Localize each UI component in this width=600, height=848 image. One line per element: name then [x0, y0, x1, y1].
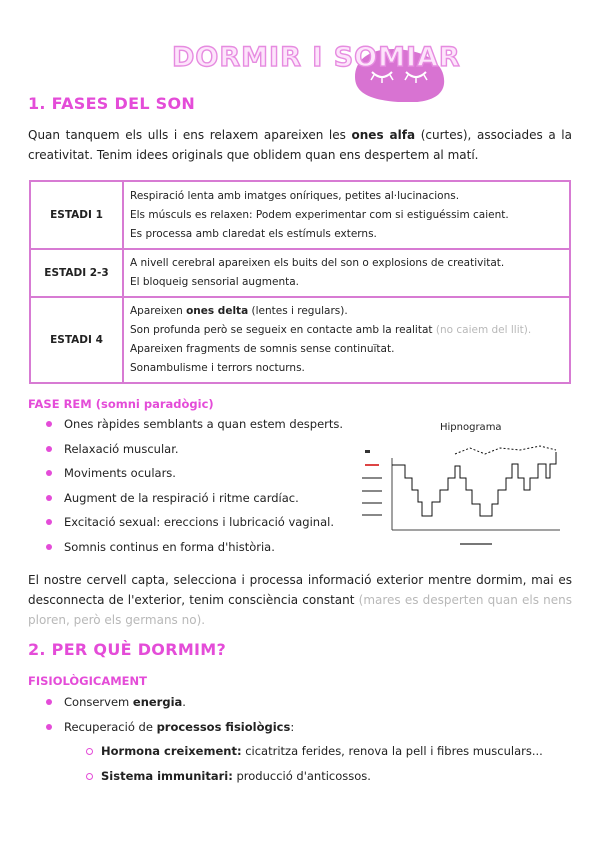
list-item-text: Moviments oculars.	[64, 466, 176, 480]
closing-text: El nostre cervell capta, selecciona i processa informació exterior mentre dormim, mai es desconnecta de l'exterior, tenim consciència constant	[28, 573, 572, 607]
list-item	[30, 537, 343, 562]
list-item-text: Ones ràpides semblants a quan estem desperts.	[64, 417, 344, 431]
stage-line: El bloqueig sensorial augmenta.	[130, 276, 299, 288]
list-item-bold: Sistema immunitari:	[101, 768, 233, 783]
sleep-stages-table	[29, 180, 571, 384]
list-item-bold: Hormona creixement:	[101, 744, 242, 758]
title-banner	[0, 32, 600, 102]
stage-line: Els músculs es relaxen: Podem experimentar com si estiguéssim caient.	[130, 208, 509, 221]
stage-description	[123, 249, 570, 297]
table-row	[30, 181, 570, 249]
list-item	[30, 766, 543, 791]
list-item-text: Conservem	[64, 695, 133, 709]
list-item	[30, 741, 543, 766]
rem-heading: FASE REM (somni paradògic)	[28, 397, 214, 411]
table-row	[30, 297, 570, 383]
list-item	[30, 717, 543, 742]
stage-line: Apareixen fragments de somnis sense continuïtat.	[130, 343, 395, 355]
physiology-list	[30, 692, 543, 790]
bullet-icon	[46, 470, 52, 476]
stage-line-text: (lentes i regulars).	[248, 305, 348, 317]
rem-list	[30, 414, 343, 561]
bullet-icon	[46, 446, 52, 452]
stage-line-note: (no caiem del llit).	[435, 324, 532, 336]
intro-text: Quan tanquem els ulls i ens relaxem apareixen les	[28, 128, 352, 142]
bullet-icon	[46, 421, 52, 427]
list-item	[30, 488, 343, 513]
closing-note: (mares es desperten quan els nens ploren, però els germans no).	[28, 593, 572, 627]
list-item-bold: energia	[132, 695, 183, 709]
hypnogram-title: Hipnograma	[440, 422, 502, 433]
bullet-icon	[46, 544, 52, 550]
page-title: DORMIR I SOMIAR	[172, 42, 461, 73]
list-item-text: :	[290, 719, 295, 734]
stage-description	[123, 181, 570, 249]
section2-subheading: FISIOLÒGICAMENT	[28, 674, 147, 688]
intro-bold: ones alfa	[351, 128, 416, 142]
intro-paragraph	[28, 125, 572, 165]
section1-heading: 1. FASES DEL SON	[28, 94, 196, 113]
stage-line: Sonambulisme i terrors nocturns.	[130, 362, 305, 374]
closing-paragraph	[28, 570, 572, 630]
section2-heading: 2. PER QUÈ DORMIM?	[28, 640, 227, 659]
stage-line: Respiració lenta amb imatges oníriques, petites al·lucinacions.	[130, 189, 460, 202]
list-item-text: Excitació sexual: ereccions i lubricació vaginal.	[64, 515, 334, 529]
stage-line	[130, 302, 569, 321]
stage-line: Es processa amb claredat els estímuls externs.	[130, 227, 377, 240]
hollow-bullet-icon	[86, 748, 93, 755]
list-item-text: cicatritza ferides, renova la pell i fibres musculars...	[241, 744, 543, 758]
stage-line	[130, 321, 569, 340]
list-item-text: producció d'anticossos.	[232, 768, 371, 783]
stage-name: ESTADI 4	[30, 297, 123, 383]
list-item	[30, 414, 343, 439]
list-item	[30, 463, 343, 488]
intro-text-rest: (curtes), associades a la creativitat. Tenim idees originals que oblidem quan ens despertem al matí.	[28, 128, 572, 162]
list-item-text: Relaxació muscular.	[64, 441, 179, 456]
list-item-text: Recuperació de	[64, 719, 157, 734]
hypnogram-chart	[360, 420, 572, 550]
stage-line-bold: ones delta	[186, 305, 249, 317]
hypnogram-figure	[360, 420, 572, 550]
list-item	[30, 512, 343, 537]
bullet-icon	[46, 495, 52, 501]
stage-line-text: Apareixen	[130, 305, 187, 317]
hollow-bullet-icon	[86, 773, 93, 780]
bullet-icon	[46, 724, 52, 730]
bullet-icon	[46, 519, 52, 525]
list-item-text: Somnis continus en forma d'història.	[64, 539, 275, 554]
list-item-text: .	[182, 695, 186, 709]
stage-description	[123, 297, 570, 383]
bullet-icon	[46, 699, 52, 705]
stage-name: ESTADI 2-3	[30, 249, 123, 297]
stage-line: A nivell cerebral apareixen els buits del son o explosions de creativitat.	[130, 257, 505, 269]
stage-name: ESTADI 1	[30, 181, 123, 249]
table-row	[30, 249, 570, 297]
list-item	[30, 439, 343, 464]
list-item	[30, 692, 543, 717]
list-item-text: Augment de la respiració i ritme cardíac.	[64, 490, 299, 505]
stage-line-text: Son profunda però se segueix en contacte amb la realitat	[130, 324, 436, 336]
list-item-bold: processos fisiològics	[156, 719, 291, 734]
